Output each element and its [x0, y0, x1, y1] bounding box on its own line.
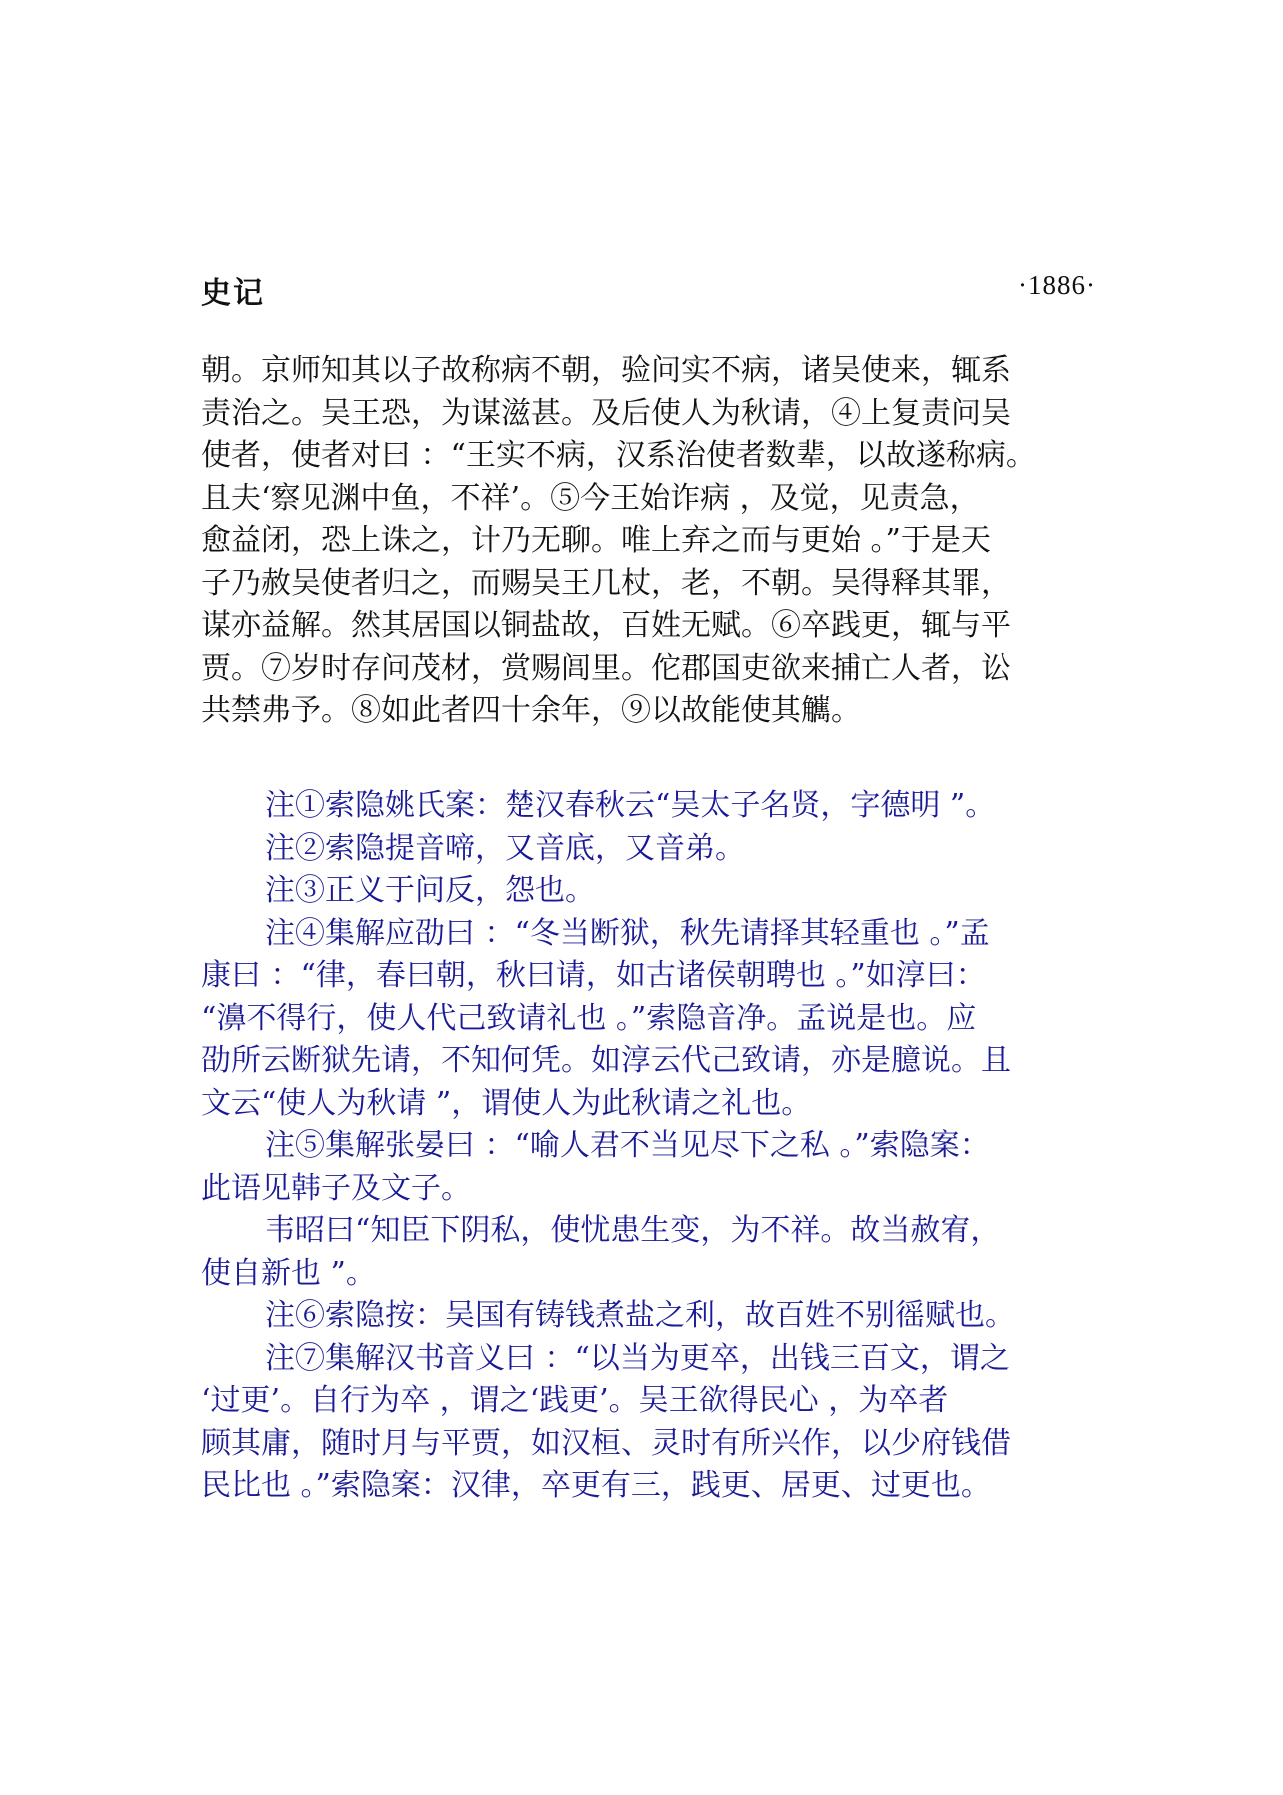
annotation-line: 劭所云断狱先请，不知何凭。如淳云代己致请，亦是臆说。且	[201, 1043, 1011, 1078]
annotation-line: “濞不得行，使人代己致请礼也 。”索隐音净。孟说是也。应	[201, 1000, 977, 1036]
main-text-line: 使者，使者对曰 ：“王实不病，汉系治使者数辈，以故遂称病。	[201, 438, 1036, 473]
annotation-line: 民比也 。”索隐案：汉律，卒更有三，践更、居更、过更也。	[201, 1468, 991, 1503]
annotation-line: 注⑤集解张晏曰 ：“喻人君不当见尽下之私 。”索隐案：	[265, 1128, 990, 1163]
page-number: ·1886·	[1018, 270, 1096, 300]
annotation-line: 注④集解应劭曰 ：“冬当断狱，秋先请择其轻重也 。”孟	[265, 915, 990, 951]
main-text-line: 愈益闭，恐上诛之，计乃无聊。唯上弃之而与更始 。”于是天	[201, 523, 991, 558]
main-text-line: 子乃赦吴使者归之，而赐吴王几杖，老，不朝。吴得释其罪，	[201, 565, 1011, 601]
annotations-section	[201, 785, 1096, 1508]
annotation-line: 此语见韩子及文子。	[201, 1170, 471, 1206]
main-text-body	[201, 350, 1096, 733]
annotation-line: 韦昭曰“知臣下阴私，使忧患生变，为不祥。故当赦宥，	[265, 1213, 1001, 1248]
annotation-line: 顾其庸，随时月与平贾，如汉桓、灵时有所兴作，以少府钱借	[201, 1425, 1011, 1461]
annotation-line: 注⑦集解汉书音义曰 ：“以当为更卒，出钱三百文，谓之	[265, 1340, 1010, 1376]
main-text-line: 朝。京师知其以子故称病不朝，验问实不病，诸吴使来，辄系	[201, 353, 1011, 388]
main-text-line: 共禁弗予。⑧如此者四十余年，⑨以故能使其觽。	[201, 693, 861, 728]
annotation-line: 文云“使人为秋请 ”，谓使人为此秋请之礼也。	[201, 1085, 812, 1121]
annotation-line: 使自新也 ”。	[201, 1255, 376, 1291]
annotation-line: 注①索隐姚氏案：楚汉春秋云“吴太子名贤，字德明 ”。	[265, 788, 996, 823]
main-text-line: 且夫‘察见渊中鱼，不祥’。⑤今王始诈病 ，及觉，见责急，	[201, 480, 980, 516]
main-text-line: 贾。⑦岁时存问茂材，赏赐闾里。佗郡国吏欲来捕亡人者，讼	[201, 650, 1011, 686]
main-text-line: 责治之。吴王恐，为谋滋甚。及后使人为秋请，④上复责问吴	[201, 395, 1011, 431]
annotation-line: 注③正义于问反，怨也。	[265, 873, 595, 908]
annotation-line: ‘过更’。自行为卒 ，谓之‘践更’。吴王欲得民心 ，为卒者	[201, 1383, 949, 1418]
annotation-line: 康曰 ：“律，春曰朝，秋曰请，如古诸侯朝聘也 。”如淳曰：	[201, 958, 986, 993]
annotation-line: 注⑥索隐按：吴国有铸钱煮盐之利，故百姓不别徭赋也。	[265, 1298, 1015, 1333]
annotation-line: 注②索隐提音啼，又音底，又音弟。	[265, 830, 745, 866]
book-title: 史记	[201, 276, 265, 311]
page-header	[201, 268, 1096, 311]
main-text-line: 谋亦益解。然其居国以铜盐故，百姓无赋。⑥卒践更，辄与平	[201, 608, 1011, 643]
